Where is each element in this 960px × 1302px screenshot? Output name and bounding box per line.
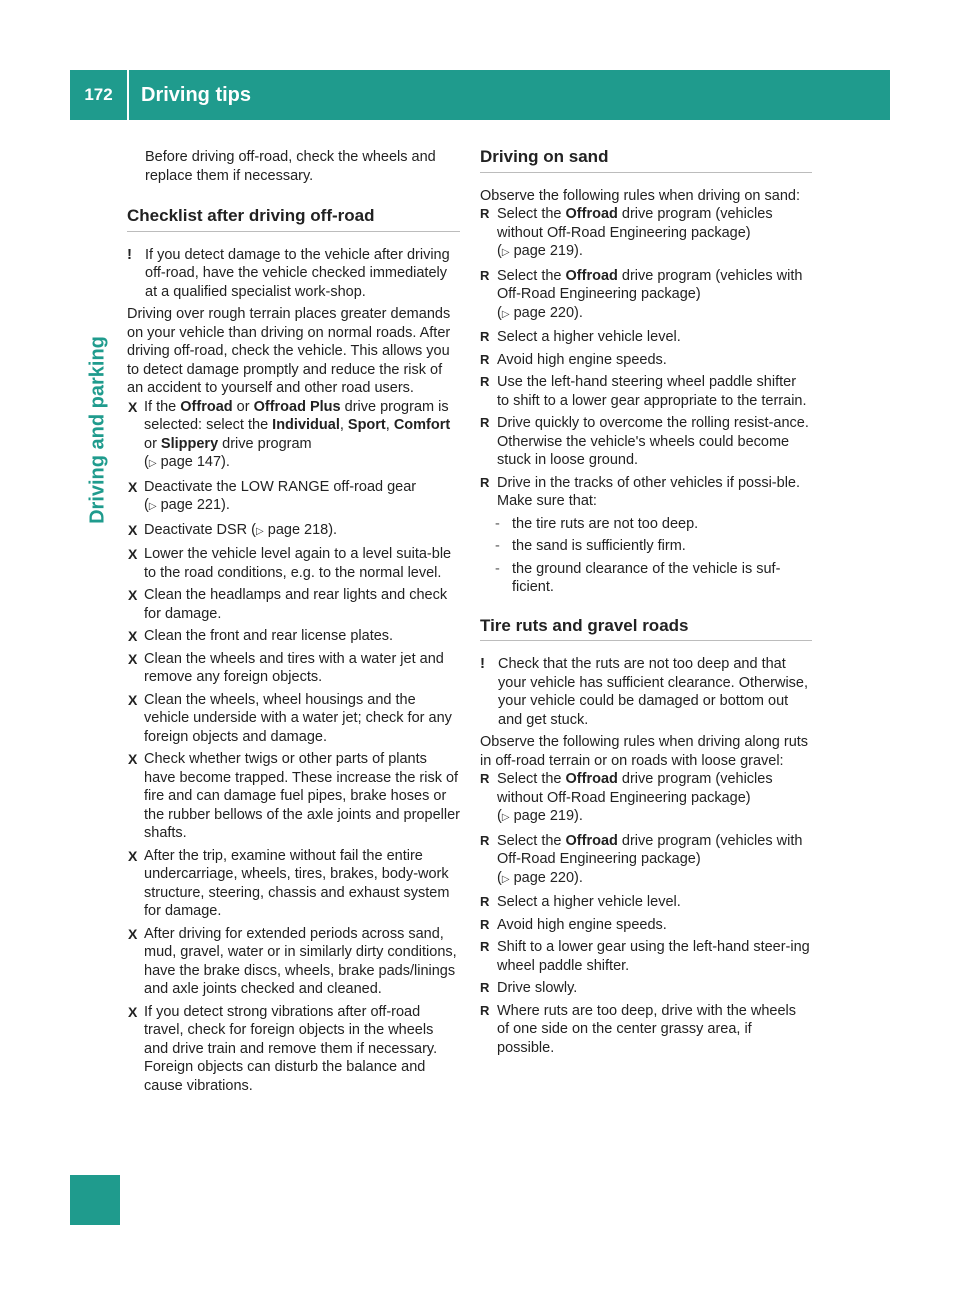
step-item: X Clean the front and rear license plates. <box>128 628 394 644</box>
list-item: R Shift to a lower gear using the left-hand steer-ing wheel paddle shifter. <box>480 939 810 974</box>
bullet-icon: R <box>480 374 490 389</box>
list-item: R Avoid high engine speeds. <box>480 916 667 933</box>
bullet-icon: R <box>480 267 490 283</box>
step-item: X Clean the wheels and tires with a water jet and remove any foreign objects. <box>128 650 444 685</box>
step-item: X Deactivate the LOW RANGE off-road gear (▷ page 221). <box>128 478 417 513</box>
dash-icon: - <box>495 538 500 554</box>
step-item: X Clean the wheels, wheel housings and the vehicle underside with a water jet; check for any foreign objects and damage. <box>128 691 452 745</box>
dash-icon: - <box>495 560 500 577</box>
left-column <box>127 148 460 1099</box>
bullet-icon: R <box>480 939 490 954</box>
list-item: R Where ruts are too deep, drive with the wheels of one side on the center grassy area, if possible. <box>480 1002 797 1056</box>
list-item: R Drive slowly. <box>480 980 578 996</box>
bullet-icon: R <box>480 980 490 995</box>
step-arrow-icon: X <box>128 925 138 942</box>
step-item: X After the trip, examine without fail the entire undercarriage, wheels, tires, brakes, body-work structure, steering, chassis and exhaust system for damage. <box>128 847 450 919</box>
step-item: X Check whether twigs or other parts of plants have become trapped. These increase the risk of fire and can damage fuel pipes, brake hoses or the rubber bellows of the axle joints and propeller shafts. <box>128 751 460 841</box>
page-number: 172 <box>84 85 113 104</box>
bullet-icon: R <box>480 474 490 490</box>
page-title: Driving tips <box>141 83 252 106</box>
step-item: X Lower the vehicle level again to a level suita-ble to the road conditions, e.g. to the normal level. <box>128 546 452 581</box>
step-arrow-icon: X <box>128 628 138 644</box>
ruts-heading: Tire ruts and gravel roads <box>480 617 812 642</box>
step-arrow-icon: X <box>128 691 138 708</box>
step-item: X After driving for extended periods across sand, mud, gravel, water or in similarly dirty conditions, have the brake discs, wheels, brake pads/linings and axle joints checked and cleaned. <box>128 925 457 997</box>
page-ref-icon: ▷ <box>501 873 510 885</box>
page-ref-link[interactable]: page 218). <box>267 521 338 538</box>
checklist-heading: Checklist after driving off-road <box>127 207 460 232</box>
warning-icon: ! <box>127 245 132 263</box>
warning-text: If you detect damage to the vehicle after driving off-road, have the vehicle checked immediately at a qualified specialist work-shop. <box>145 246 450 300</box>
step-arrow-icon: X <box>128 546 138 562</box>
list-item: R Select the Offroad drive program (vehicles with Off-Road Engineering package) (▷ page 220). <box>480 267 803 321</box>
list-item: R Use the left-hand steering wheel paddle shifter to shift to a lower gear appropriate to the terrain. <box>480 374 807 409</box>
list-item: R Drive in the tracks of other vehicles if possi-ble. Make sure that: <box>480 474 801 509</box>
sand-intro: Observe the following rules when driving on sand: <box>480 187 800 204</box>
page-ref-icon: ▷ <box>501 247 510 258</box>
side-tab-block <box>70 1175 120 1225</box>
bullet-icon: R <box>480 329 490 344</box>
sand-heading: Driving on sand <box>480 148 812 173</box>
bullet-icon: R <box>480 894 490 909</box>
bullet-icon: R <box>480 916 490 932</box>
list-item: R Select a higher vehicle level. <box>480 894 681 910</box>
step-arrow-icon: X <box>128 751 138 767</box>
step-arrow-icon: X <box>128 478 138 495</box>
right-column <box>480 148 812 1061</box>
step-item: X If you detect strong vibrations after off-road travel, check for foreign objects in the wheels and drive train and remove them if necessary. Foreign objects can disturb the balance and cause vibrations. <box>128 1003 438 1094</box>
bullet-icon: R <box>480 351 490 367</box>
page-ref-link[interactable]: page 220). <box>513 304 583 321</box>
page-ref-link[interactable]: page 221). <box>160 497 230 513</box>
bullet-icon: R <box>480 415 490 430</box>
warning-note <box>127 246 460 302</box>
list-item: R Select a higher vehicle level. <box>480 329 681 345</box>
page-ref-link[interactable]: page 147). <box>160 454 230 470</box>
body-paragraph: Driving over rough terrain places greater demands on your vehicle than driving on normal roads. After driving off-road, check the vehicle. This allows you to detect damage promptly and reduce the risk of an accident to yourself and other road users. <box>127 306 451 396</box>
bullet-icon: R <box>480 1002 490 1018</box>
list-item: R Select the Offroad drive program (vehicles with Off-Road Engineering package) (▷ page 220). <box>480 832 803 886</box>
header-divider <box>127 70 129 120</box>
step-arrow-icon: X <box>128 398 138 415</box>
page-ref-icon: ▷ <box>148 458 157 469</box>
step-item: X Deactivate DSR (▷ page 218). <box>128 521 338 538</box>
ruts-intro: Observe the following rules when driving along ruts in off-road terrain or on roads with loose gravel: <box>480 734 809 769</box>
page-ref-link[interactable]: page 219). <box>513 243 583 259</box>
step-arrow-icon: X <box>128 650 138 667</box>
step-arrow-icon: X <box>128 847 138 864</box>
step-arrow-icon: X <box>128 587 138 603</box>
bullet-icon: R <box>480 206 490 221</box>
step-item: X If the Offroad or Offroad Plus drive program is selected: select the Individual, Sport, Comfort or Slippery drive program (▷ page 147). <box>128 398 451 470</box>
page-ref-icon: ▷ <box>501 308 510 320</box>
step-arrow-icon: X <box>128 1003 138 1020</box>
page-ref-icon: ▷ <box>148 501 157 512</box>
side-tab-label: Driving and parking <box>86 336 109 524</box>
bullet-icon: R <box>480 771 490 786</box>
list-item: R Select the Offroad drive program (vehicles without Off-Road Engineering package) (▷ page 219). <box>480 206 773 259</box>
warning-note <box>480 655 812 729</box>
sub-list-item: - the sand is sufficiently firm. <box>495 538 686 554</box>
sub-list-item: - the ground clearance of the vehicle is suf-ficient. <box>495 560 781 595</box>
page-ref-link[interactable]: page 220). <box>513 869 583 886</box>
bullet-icon: R <box>480 832 490 848</box>
warning-text: Check that the ruts are not too deep and that your vehicle has sufficient clearance. Otherwise, your vehicle could be damaged or bottom out and get stuck. <box>498 656 809 728</box>
sub-list-item: - the tire ruts are not too deep. <box>495 515 699 532</box>
page-ref-icon: ▷ <box>256 525 264 537</box>
list-item: R Drive quickly to overcome the rolling resist-ance. Otherwise the vehicle's wheels could become stuck in loose ground. <box>480 415 809 468</box>
dash-icon: - <box>495 515 500 532</box>
list-item: R Avoid high engine speeds. <box>480 351 667 368</box>
warning-icon: ! <box>480 655 485 672</box>
page-ref-link[interactable]: page 219). <box>513 808 583 824</box>
page-ref-icon: ▷ <box>501 812 510 823</box>
list-item: R Select the Offroad drive program (vehicles without Off-Road Engineering package) (▷ page 219). <box>480 771 773 824</box>
step-item: X Clean the headlamps and rear lights and check for damage. <box>128 587 448 622</box>
intro-text: Before driving off-road, check the wheels and replace them if necessary. <box>145 149 436 184</box>
step-arrow-icon: X <box>128 521 138 538</box>
